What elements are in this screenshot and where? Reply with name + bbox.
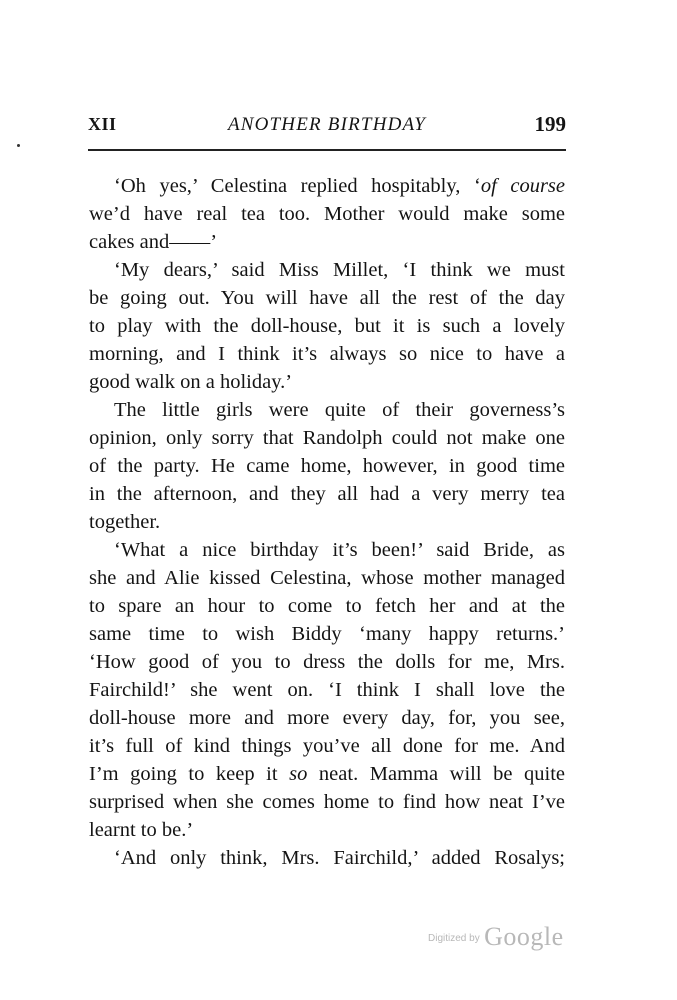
text-segment: neat. Mamma will be quite xyxy=(307,763,565,785)
text-segment: The little girls were quite of their governess’s xyxy=(114,399,565,421)
text-line xyxy=(89,816,565,844)
text-line xyxy=(89,508,565,536)
text-segment: it’s full of kind things you’ve all done for me. And xyxy=(89,735,565,757)
chapter-number: XII xyxy=(88,114,117,134)
scan-speck xyxy=(17,144,20,147)
text-segment: of the party. He came home, however, in good time xyxy=(89,455,565,477)
text-line xyxy=(89,844,565,872)
text-line xyxy=(89,564,565,592)
body-text xyxy=(89,172,565,872)
text-segment: ‘What a nice birthday it’s been!’ said Bride, as xyxy=(114,539,565,561)
text-line xyxy=(89,452,565,480)
text-segment: ‘My dears,’ said Miss Millet, ‘I think we must xyxy=(114,259,565,281)
text-line xyxy=(89,788,565,816)
text-segment: learnt to be.’ xyxy=(89,819,194,841)
text-line xyxy=(89,424,565,452)
text-segment: to play with the doll-house, but it is such a lovely xyxy=(89,315,565,337)
running-header xyxy=(88,110,566,142)
digitized-prefix: Digitized by xyxy=(428,933,480,944)
text-line xyxy=(89,676,565,704)
text-line xyxy=(89,536,565,564)
text-segment: in the afternoon, and they all had a very merry tea xyxy=(89,483,565,505)
text-segment: together. xyxy=(89,511,161,533)
text-line xyxy=(89,228,565,256)
text-segment: same time to wish Biddy ‘many happy returns.’ xyxy=(89,623,565,645)
text-line xyxy=(89,592,565,620)
text-segment: Fairchild!’ she went on. ‘I think I shall love the xyxy=(89,679,565,701)
italic-text: of course xyxy=(480,175,565,197)
text-segment: to spare an hour to come to fetch her and at the xyxy=(89,595,565,617)
text-segment: morning, and I think it’s always so nice to have a xyxy=(89,343,565,365)
text-line xyxy=(89,620,565,648)
text-line xyxy=(89,284,565,312)
text-segment: be going out. You will have all the rest of the day xyxy=(89,287,565,309)
text-segment: I’m going to keep it xyxy=(89,763,290,785)
italic-text: so xyxy=(289,763,308,785)
text-line xyxy=(89,648,565,676)
text-segment: ‘And only think, Mrs. Fairchild,’ added Rosalys; xyxy=(114,847,565,869)
text-segment: opinion, only sorry that Randolph could not make one xyxy=(89,427,565,449)
text-segment: cakes and——’ xyxy=(89,231,218,253)
text-line xyxy=(89,704,565,732)
text-line xyxy=(89,200,565,228)
text-line xyxy=(89,760,565,788)
text-segment: good walk on a holiday.’ xyxy=(89,371,293,393)
page-number: 199 xyxy=(534,112,566,136)
text-segment: doll-house more and more every day, for, you see, xyxy=(89,707,565,729)
text-line xyxy=(89,172,565,200)
text-segment: we’d have real tea too. Mother would make some xyxy=(89,203,565,225)
running-title: ANOTHER BIRTHDAY xyxy=(227,114,427,135)
text-line xyxy=(89,256,565,284)
digitized-watermark xyxy=(428,922,564,952)
text-line xyxy=(89,396,565,424)
text-segment: she and Alie kissed Celestina, whose mother managed xyxy=(89,567,565,589)
text-segment: ‘How good of you to dress the dolls for me, Mrs. xyxy=(89,651,565,673)
text-segment: surprised when she comes home to find how neat I’ve xyxy=(89,791,565,813)
text-line xyxy=(89,340,565,368)
text-line xyxy=(89,732,565,760)
text-line xyxy=(89,312,565,340)
header-rule xyxy=(88,149,566,151)
text-segment: ‘Oh yes,’ Celestina replied hospitably, ‘ xyxy=(114,175,481,197)
text-line xyxy=(89,368,565,396)
text-line xyxy=(89,480,565,508)
google-logo: Google xyxy=(484,922,564,951)
